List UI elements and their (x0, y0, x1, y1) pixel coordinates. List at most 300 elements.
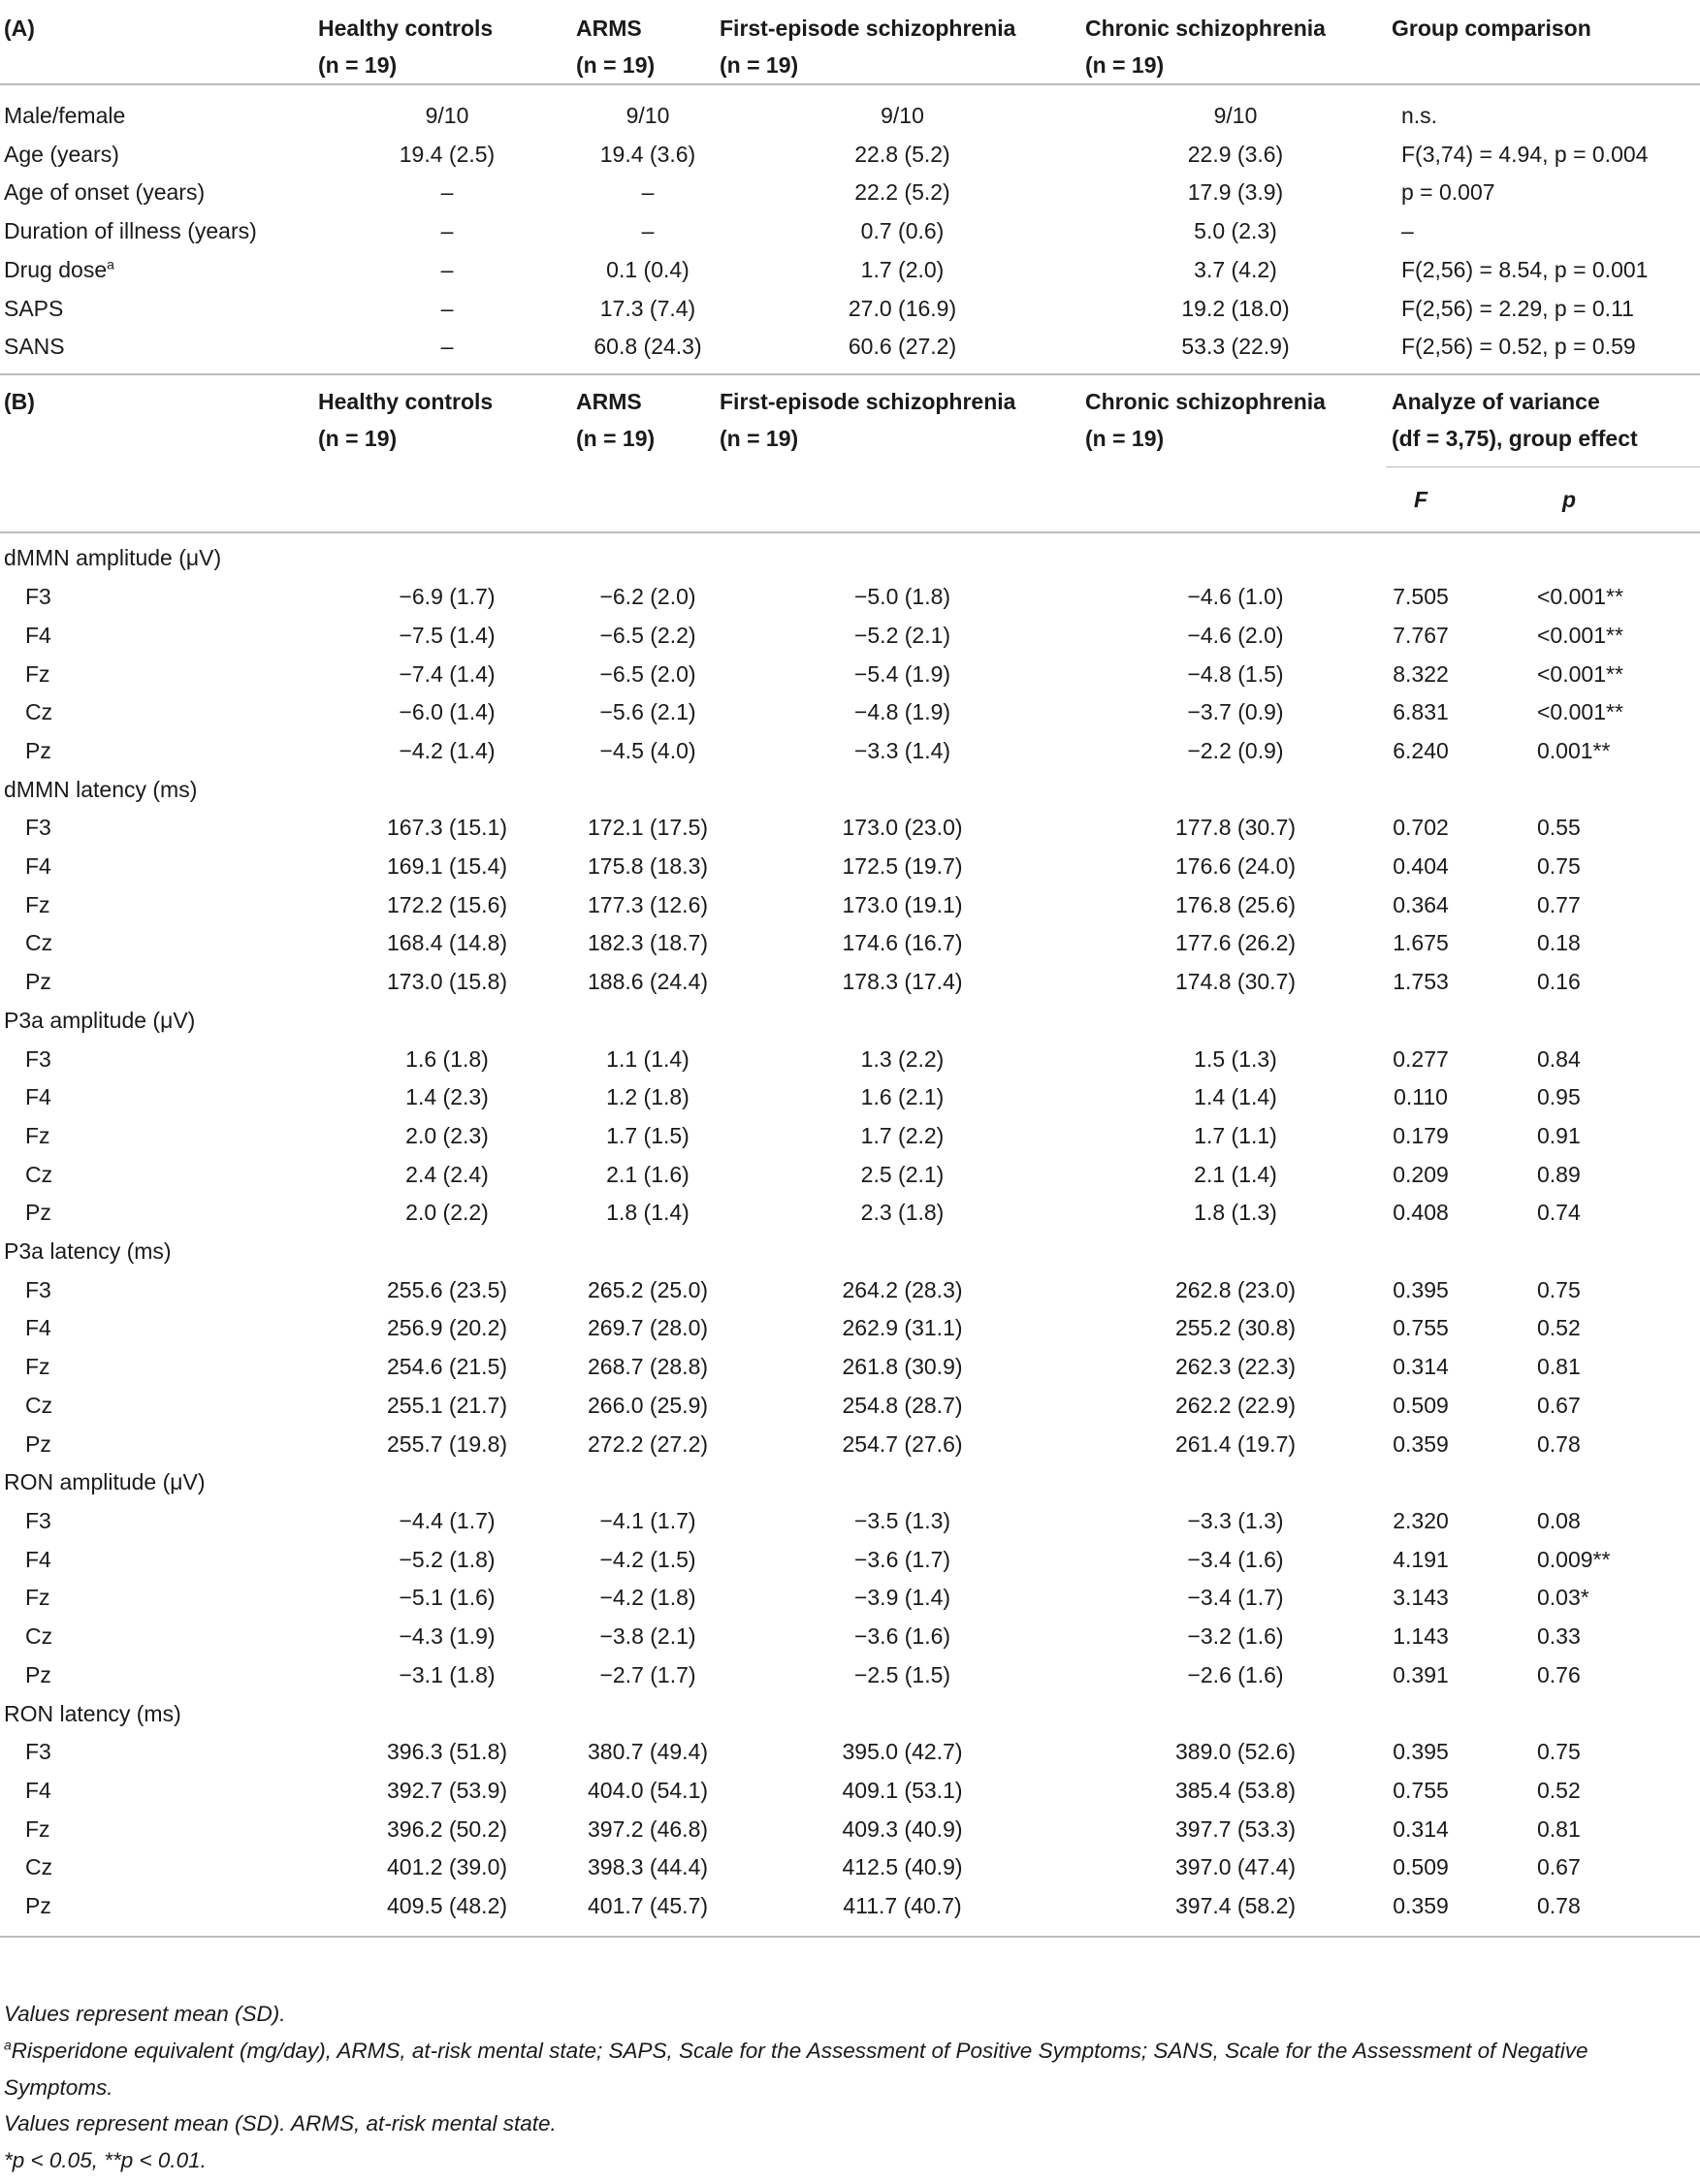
cell-value: −3.3 (1.3) (1187, 1508, 1284, 1533)
table-row (0, 886, 1700, 925)
cell-value: 1.1 (1.4) (606, 1045, 690, 1072)
table-row (0, 290, 1700, 329)
cell-f-stat: 0.359 (1393, 1893, 1449, 1919)
cell-value: 17.3 (7.4) (599, 295, 696, 321)
cell-value: 173.0 (15.8) (386, 969, 508, 995)
electrode-label: F4 (25, 1546, 51, 1572)
cell-value: −6.5 (2.0) (599, 660, 696, 687)
cell-value: 3.7 (4.2) (1194, 256, 1277, 282)
cell-p-value: <0.001** (1537, 622, 1623, 648)
electrode-label: Pz (25, 969, 51, 995)
cell-value: 9/10 (881, 103, 924, 128)
cell-value: 254.8 (28.7) (842, 1392, 963, 1418)
cell-value: −4.3 (1.9) (399, 1623, 496, 1650)
cell-value: −2.5 (1.5) (853, 1661, 951, 1687)
cell-value: 22.2 (5.2) (854, 179, 950, 206)
section-a-label: (A) (4, 16, 35, 41)
cell-value: 2.0 (2.3) (405, 1122, 489, 1148)
cell-p-value: 0.89 (1537, 1161, 1581, 1187)
cell-value: 2.0 (2.2) (405, 1200, 489, 1226)
cell-value: 1.7 (2.2) (860, 1122, 945, 1148)
cell-value: – (440, 256, 454, 282)
cell-value: −3.8 (2.1) (599, 1623, 696, 1650)
cell-value: – (641, 218, 655, 244)
table-row (0, 1811, 1700, 1849)
cell-value: 175.8 (18.3) (587, 853, 709, 880)
electrode-label: Fz (25, 660, 50, 687)
cell-value: −6.0 (1.4) (399, 699, 496, 725)
col-header-b-arms: ARMS (n = 19) (576, 388, 656, 451)
cell-value: −5.6 (2.1) (599, 699, 696, 725)
electrode-label: Cz (25, 1161, 53, 1187)
cell-value: −3.2 (1.6) (1187, 1623, 1284, 1650)
table-row (0, 174, 1700, 212)
section-a-header (0, 0, 1700, 97)
cell-f-stat: 6.240 (1393, 737, 1449, 763)
cell-f-stat: 0.391 (1393, 1661, 1449, 1687)
electrode-label: Cz (25, 1623, 53, 1650)
anova-header: Analyze of variance (df = 3,75), group effect (1386, 375, 1700, 467)
electrode-label: Fz (25, 1122, 50, 1148)
cell-value: 17.9 (3.9) (1187, 179, 1284, 206)
cell-value: – (440, 334, 454, 360)
electrode-label: Fz (25, 891, 50, 917)
electrode-label: Fz (25, 1354, 50, 1380)
table-row (0, 212, 1700, 251)
cell-value: 1.3 (2.2) (860, 1045, 945, 1072)
electrode-label: Pz (25, 1200, 51, 1226)
cell-comparison: n.s. (1401, 103, 1438, 128)
col-header-b-healthy-controls: Healthy controls (n = 19) (318, 388, 494, 451)
table-row (0, 1579, 1700, 1618)
cell-value: −5.0 (1.8) (853, 584, 951, 610)
col-header-arms: ARMS (n = 19) (576, 16, 656, 78)
cell-value: 178.3 (17.4) (842, 969, 963, 995)
cell-f-stat: 3.143 (1393, 1585, 1449, 1611)
cell-value: – (641, 179, 655, 206)
electrode-label: Cz (25, 699, 53, 725)
cell-value: 1.6 (2.1) (860, 1084, 945, 1110)
footnote-significance: *p < 0.05, **p < 0.01. (4, 2148, 207, 2173)
cell-value: −4.8 (1.9) (853, 699, 951, 725)
cell-value: 176.6 (24.0) (1174, 853, 1297, 880)
cell-value: −3.6 (1.6) (853, 1623, 951, 1650)
group-title-row (0, 1463, 1700, 1502)
cell-value: 188.6 (24.4) (587, 969, 709, 995)
cell-f-stat: 0.408 (1393, 1200, 1449, 1226)
cell-value: 397.4 (58.2) (1174, 1893, 1297, 1919)
cell-value: 182.3 (18.7) (587, 930, 709, 956)
cell-value: 1.4 (1.4) (1194, 1084, 1277, 1110)
cell-value: 5.0 (2.3) (1194, 218, 1277, 244)
group-title-row (0, 539, 1700, 578)
cell-value: 169.1 (15.4) (386, 853, 508, 880)
cell-p-value: 0.18 (1537, 930, 1581, 956)
cell-f-stat: 7.767 (1393, 622, 1449, 648)
cell-f-stat: 2.320 (1393, 1508, 1449, 1533)
cell-f-stat: 0.364 (1393, 891, 1449, 917)
electrode-label: Pz (25, 1893, 51, 1919)
cell-value: −6.2 (2.0) (599, 584, 696, 610)
cell-value: −5.2 (2.1) (853, 622, 951, 648)
cell-value: 256.9 (20.2) (386, 1315, 508, 1341)
cell-value: 177.6 (26.2) (1174, 930, 1297, 956)
cell-value: 409.5 (48.2) (386, 1893, 508, 1919)
cell-value: −3.7 (0.9) (1187, 699, 1284, 725)
footnotes (4, 1996, 1696, 2179)
cell-comparison: F(2,56) = 8.54, p = 0.001 (1401, 256, 1649, 282)
cell-value: 262.8 (23.0) (1174, 1276, 1297, 1302)
cell-value: 60.6 (27.2) (848, 334, 957, 360)
cell-comparison: F(3,74) = 4.94, p = 0.004 (1401, 141, 1649, 167)
cell-f-stat: 0.110 (1394, 1084, 1448, 1110)
row-label: SANS (4, 334, 65, 360)
cell-value: 397.0 (47.4) (1174, 1854, 1297, 1880)
cell-comparison: F(2,56) = 0.52, p = 0.59 (1401, 334, 1636, 360)
cell-value: 1.5 (1.3) (1194, 1045, 1277, 1072)
cell-value: 401.2 (39.0) (386, 1854, 508, 1880)
cell-value: 395.0 (42.7) (842, 1739, 963, 1765)
col-header-b-first-episode: First-episode schizophrenia (n = 19) (720, 388, 1016, 451)
cell-p-value: 0.81 (1537, 1815, 1581, 1842)
cell-value: −4.2 (1.4) (399, 737, 496, 763)
cell-p-value: <0.001** (1537, 660, 1623, 687)
cell-value: 262.3 (22.3) (1174, 1354, 1297, 1380)
table-row (0, 1078, 1700, 1117)
cell-value: −2.2 (0.9) (1187, 737, 1284, 763)
electrode-label: F4 (25, 622, 51, 648)
cell-value: 2.5 (2.1) (860, 1161, 945, 1187)
cell-value: 0.7 (0.6) (860, 218, 945, 244)
cell-value: 266.0 (25.9) (587, 1392, 709, 1418)
electrode-label: F3 (25, 815, 51, 841)
cell-value: −4.5 (4.0) (599, 737, 696, 763)
cell-f-stat: 0.209 (1393, 1161, 1449, 1187)
row-label: Age of onset (years) (4, 179, 206, 206)
cell-value: 255.1 (21.7) (386, 1392, 508, 1418)
cell-value: 173.0 (19.1) (842, 891, 963, 917)
cell-value: 22.9 (3.6) (1187, 141, 1284, 167)
table-row (0, 1041, 1700, 1079)
group-title: RON latency (ms) (4, 1700, 181, 1726)
cell-f-stat: 7.505 (1393, 584, 1449, 610)
cell-p-value: <0.001** (1537, 699, 1623, 725)
cell-f-stat: 0.314 (1393, 1354, 1449, 1380)
cell-value: 409.3 (40.9) (842, 1815, 963, 1842)
cell-value: −4.8 (1.5) (1187, 660, 1284, 687)
group-title-row (0, 1233, 1700, 1271)
section-b-label: (B) (4, 388, 35, 414)
table-row (0, 1309, 1700, 1348)
electrode-label: F3 (25, 584, 51, 610)
col-header-group-comparison: Group comparison (1392, 16, 1591, 41)
cell-value: 262.9 (31.1) (842, 1315, 963, 1341)
electrode-label: Pz (25, 1661, 51, 1687)
cell-value: 1.7 (1.1) (1194, 1122, 1277, 1148)
cell-p-value: 0.52 (1537, 1777, 1581, 1803)
cell-value: 53.3 (22.9) (1181, 334, 1290, 360)
cell-value: – (440, 179, 454, 206)
footnote-values: Values represent mean (SD). (4, 2002, 286, 2026)
cell-value: 174.6 (16.7) (842, 930, 963, 956)
table-row (0, 693, 1700, 732)
footnote-values-arms: Values represent mean (SD). ARMS, at-risk mental state. (4, 2111, 557, 2136)
table-row (0, 1156, 1700, 1195)
row-label: SAPS (4, 295, 64, 321)
cell-value: 167.3 (15.1) (386, 815, 508, 841)
cell-value: −4.1 (1.7) (599, 1508, 696, 1533)
row-label: Age (years) (4, 141, 119, 167)
cell-value: 411.7 (40.7) (843, 1893, 962, 1919)
cell-value: 389.0 (52.6) (1174, 1739, 1297, 1765)
cell-value: −5.1 (1.6) (399, 1585, 496, 1611)
cell-value: 22.8 (5.2) (854, 141, 950, 167)
cell-value: −4.6 (1.0) (1187, 584, 1284, 610)
cell-p-value: 0.08 (1537, 1508, 1581, 1533)
cell-value: 1.8 (1.3) (1194, 1200, 1277, 1226)
cell-value: 254.7 (27.6) (842, 1430, 963, 1457)
row-label: Male/female (4, 103, 126, 128)
cell-value: 396.3 (51.8) (386, 1739, 508, 1765)
group-title: P3a amplitude (μV) (4, 1007, 196, 1033)
table-row (0, 1848, 1700, 1887)
f-stat-header: F (1413, 487, 1428, 513)
cell-value: −4.2 (1.8) (599, 1585, 696, 1611)
cell-value: 2.3 (1.8) (860, 1200, 945, 1226)
electrode-label: F4 (25, 1777, 51, 1803)
table-row (0, 1887, 1700, 1926)
cell-value: 401.7 (45.7) (587, 1893, 709, 1919)
cell-value: −3.6 (1.7) (853, 1546, 951, 1572)
cell-value: 19.4 (3.6) (599, 141, 696, 167)
section-a-body (0, 97, 1700, 367)
electrode-label: F3 (25, 1045, 51, 1072)
cell-p-value: 0.001** (1537, 737, 1611, 763)
table-row (0, 1772, 1700, 1811)
cell-p-value: 0.009** (1537, 1546, 1611, 1572)
cell-f-stat: 0.509 (1393, 1392, 1449, 1418)
cell-value: 174.8 (30.7) (1174, 969, 1297, 995)
table-row (0, 809, 1700, 848)
cell-value: 2.4 (2.4) (405, 1161, 489, 1187)
cell-value: 262.2 (22.9) (1174, 1392, 1297, 1418)
cell-value: 177.3 (12.6) (587, 891, 709, 917)
cell-value: 173.0 (23.0) (842, 815, 963, 841)
group-title-row (0, 771, 1700, 810)
cell-value: −3.9 (1.4) (853, 1585, 951, 1611)
table-row (0, 1656, 1700, 1695)
cell-value: 1.8 (1.4) (606, 1200, 690, 1226)
cell-f-stat: 0.395 (1393, 1276, 1449, 1302)
cell-value: 60.8 (24.3) (593, 334, 702, 360)
cell-value: 172.1 (17.5) (587, 815, 709, 841)
cell-value: −3.3 (1.4) (853, 737, 951, 763)
cell-value: 9/10 (1213, 103, 1258, 128)
cell-f-stat: 6.831 (1393, 699, 1449, 725)
cell-value: −7.4 (1.4) (399, 660, 496, 687)
table-row (0, 656, 1700, 694)
cell-value: −5.2 (1.8) (399, 1546, 496, 1572)
cell-value: 380.7 (49.4) (587, 1739, 709, 1765)
section-b-body (0, 539, 1700, 1925)
cell-p-value: 0.77 (1537, 891, 1581, 917)
group-title: dMMN amplitude (μV) (4, 545, 222, 571)
cell-p-value: 0.78 (1537, 1893, 1581, 1919)
cell-f-stat: 0.509 (1393, 1854, 1449, 1880)
group-title: RON amplitude (μV) (4, 1469, 206, 1495)
cell-f-stat: 0.179 (1393, 1122, 1449, 1148)
table-row (0, 1502, 1700, 1541)
table-row (0, 924, 1700, 963)
cell-value: −6.5 (2.2) (599, 622, 696, 648)
cell-value: 265.2 (25.0) (587, 1276, 709, 1302)
cell-p-value: 0.84 (1537, 1045, 1581, 1072)
cell-value: 397.7 (53.3) (1174, 1815, 1297, 1842)
cell-value: −3.1 (1.8) (399, 1661, 496, 1687)
cell-comparison: F(2,56) = 2.29, p = 0.11 (1401, 295, 1634, 321)
cell-f-stat: 0.314 (1393, 1815, 1449, 1842)
cell-value: −4.6 (2.0) (1187, 622, 1284, 648)
cell-f-stat: 0.404 (1393, 853, 1449, 880)
cell-value: 412.5 (40.9) (842, 1854, 963, 1880)
cell-p-value: <0.001** (1537, 584, 1623, 610)
cell-f-stat: 0.359 (1393, 1430, 1449, 1457)
cell-value: 409.1 (53.1) (842, 1777, 963, 1803)
row-label: Drug dose$^a$ (4, 256, 114, 282)
cell-f-stat: 0.755 (1393, 1315, 1449, 1341)
cell-value: 172.5 (19.7) (842, 853, 963, 880)
cell-value: – (440, 218, 454, 244)
cell-f-stat: 1.675 (1393, 930, 1449, 956)
footnote-drug-dose: $^a$Risperidone equivalent (mg/day), ARMS, at-risk mental state; SAPS, Scale for the Assessment of Positive Symptoms; SANS, Scale for the Assessment of Negative Symptoms. (4, 2037, 1588, 2100)
col-header-first-episode: First-episode schizophrenia (n = 19) (720, 16, 1016, 78)
cell-p-value: 0.78 (1537, 1430, 1581, 1457)
cell-p-value: 0.75 (1537, 1739, 1581, 1765)
table-row (0, 1348, 1700, 1387)
cell-value: 176.8 (25.6) (1174, 891, 1297, 917)
cell-f-stat: 4.191 (1393, 1546, 1449, 1572)
cell-value: 392.7 (53.9) (386, 1777, 508, 1803)
cell-value: 264.2 (28.3) (842, 1276, 963, 1302)
cell-value: −6.9 (1.7) (399, 584, 496, 610)
cell-value: 172.2 (15.6) (386, 891, 508, 917)
electrode-label: Cz (25, 1854, 53, 1880)
table-row (0, 578, 1700, 617)
electrode-label: Pz (25, 737, 51, 763)
cell-f-stat: 1.143 (1393, 1623, 1449, 1650)
cell-value: 9/10 (425, 103, 469, 128)
electrode-label: Fz (25, 1815, 50, 1842)
cell-value: 19.2 (18.0) (1181, 295, 1290, 321)
p-value-header: p (1561, 487, 1577, 513)
group-title: dMMN latency (ms) (4, 776, 198, 802)
section-b-header (0, 367, 1700, 540)
cell-f-stat: 0.755 (1393, 1777, 1449, 1803)
cell-value: −2.6 (1.6) (1187, 1661, 1284, 1687)
group-title-row (0, 1002, 1700, 1041)
cell-p-value: 0.75 (1537, 1276, 1581, 1302)
group-title: P3a latency (ms) (4, 1238, 172, 1265)
col-header-b-chronic: Chronic schizophrenia (n = 19) (1085, 388, 1326, 451)
cell-value: 272.2 (27.2) (587, 1430, 709, 1457)
cell-f-stat: 0.702 (1393, 815, 1449, 841)
cell-p-value: 0.55 (1537, 815, 1581, 841)
cell-p-value: 0.67 (1537, 1392, 1581, 1418)
cell-value: 1.6 (1.8) (405, 1045, 489, 1072)
cell-value: 2.1 (1.6) (606, 1161, 690, 1187)
col-header-chronic: Chronic schizophrenia (n = 19) (1085, 16, 1326, 78)
cell-p-value: 0.95 (1537, 1084, 1581, 1110)
cell-value: 255.2 (30.8) (1174, 1315, 1297, 1341)
cell-value: 385.4 (53.8) (1174, 1777, 1297, 1803)
cell-f-stat: 1.753 (1393, 969, 1449, 995)
cell-value: 261.8 (30.9) (842, 1354, 963, 1380)
cell-p-value: 0.03* (1537, 1585, 1589, 1611)
table-row (0, 848, 1700, 886)
cell-value: 397.2 (46.8) (587, 1815, 709, 1842)
cell-value: 268.7 (28.8) (587, 1354, 709, 1380)
table-row (0, 1733, 1700, 1772)
cell-comparison: p = 0.007 (1401, 179, 1495, 206)
cell-p-value: 0.81 (1537, 1354, 1581, 1380)
cell-value: 255.6 (23.5) (386, 1276, 508, 1302)
cell-value: 1.2 (1.8) (606, 1084, 690, 1110)
cell-f-stat: 0.277 (1393, 1045, 1449, 1072)
table-row (0, 1618, 1700, 1656)
cell-value: 177.8 (30.7) (1174, 815, 1297, 841)
cell-p-value: 0.76 (1537, 1661, 1581, 1687)
table-row (0, 1117, 1700, 1156)
cell-value: 9/10 (625, 103, 670, 128)
electrode-label: Pz (25, 1430, 51, 1457)
electrode-label: Cz (25, 1392, 53, 1418)
cell-value: 254.6 (21.5) (386, 1354, 508, 1380)
cell-value: 168.4 (14.8) (386, 930, 508, 956)
cell-p-value: 0.74 (1537, 1200, 1581, 1226)
cell-value: 255.7 (19.8) (386, 1430, 508, 1457)
table-row (0, 1387, 1700, 1426)
electrode-label: F4 (25, 1315, 51, 1341)
electrode-label: Cz (25, 930, 53, 956)
cell-value: 269.7 (28.0) (587, 1315, 709, 1341)
cell-value: −3.4 (1.7) (1187, 1585, 1284, 1611)
group-title-row (0, 1695, 1700, 1734)
table-row (0, 617, 1700, 656)
table-row (0, 328, 1700, 367)
cell-comparison: – (1401, 218, 1414, 244)
table-row (0, 1194, 1700, 1233)
cell-p-value: 0.75 (1537, 853, 1581, 880)
electrode-label: F3 (25, 1739, 51, 1765)
cell-value: 396.2 (50.2) (386, 1815, 508, 1842)
cell-value: −3.4 (1.6) (1187, 1546, 1284, 1572)
cell-value: −3.5 (1.3) (853, 1508, 951, 1533)
table-row (0, 136, 1700, 175)
cell-value: 398.3 (44.4) (587, 1854, 709, 1880)
cell-value: 404.0 (54.1) (587, 1777, 709, 1803)
table-row (0, 963, 1700, 1002)
cell-p-value: 0.33 (1537, 1623, 1581, 1650)
cell-value: 27.0 (16.9) (848, 295, 957, 321)
table-row (0, 97, 1700, 136)
electrode-label: F3 (25, 1276, 51, 1302)
cell-value: – (440, 295, 454, 321)
table-row (0, 1541, 1700, 1580)
cell-value: 2.1 (1.4) (1194, 1161, 1277, 1187)
table-row (0, 1271, 1700, 1310)
cell-value: −2.7 (1.7) (599, 1661, 696, 1687)
cell-value: 19.4 (2.5) (399, 141, 496, 167)
